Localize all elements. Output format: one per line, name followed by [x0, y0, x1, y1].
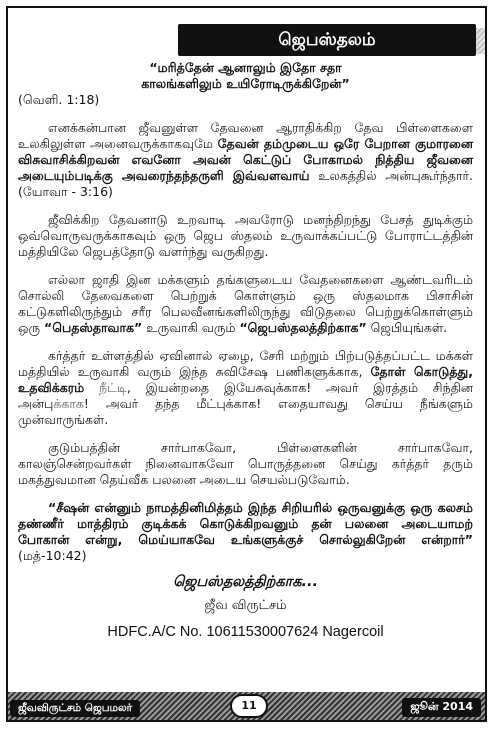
article-body: [18, 60, 473, 640]
paragraph-ministry-mid: , இயன்றதை இயேசுவுக்காக! அவர் இரத்தம் சிந்தின அன்பு: [18, 380, 473, 411]
signature: ஜீவ விருட்சம்: [204, 598, 287, 613]
paragraph-ministry-end: ! அவர் தந்த மீட்புக்காக! எதையாவது செய்ய நீங்களும் முன்வாருங்கள்.: [18, 396, 473, 427]
prayer-house-highlight: “ஜெபஸ்தலத்திற்காக”: [239, 320, 367, 335]
paragraph-offering: குடும்பத்தின் சார்பாகவோ, பிள்ளைகளின் சார்பாகவோ, காலஞ்சென்றவர்கள் நினைவாகவோ பொருத்தனை செய்து கர்த்தர் தரும் மகத்துவமான தெய்வீக பலனை அடைய செயல்படுவோம்.: [18, 440, 473, 487]
paragraph-love-intro: எனக்கன்பான ஜீவனுள்ள தேவனை ஆராதிக்கிற தேவ பிள்ளைகளை உலகிலுள்ள அனைவருக்காகவுமே: [18, 120, 473, 151]
paragraph-bethesda-mid: உருவாகி வரும்: [142, 320, 240, 335]
paragraph-love-end: உலகத்தில் அன்புகூர்ந்தார். (யோவா - 3:16): [18, 168, 473, 199]
magazine-name: ஜீவவிருட்சம் ஜெபமலர்: [10, 700, 140, 717]
paragraph-bethesda: [18, 272, 473, 336]
verse-quote-line-1: “மரித்தேன் ஆனாலும் இதோ சதா: [149, 60, 342, 75]
bethesda-highlight: “பெதஸ்தாவாக”: [44, 320, 143, 335]
bank-account: HDFC.A/C No. 10611530007624 Nagercoil: [107, 624, 384, 640]
page-title: ஜெபஸ்தலம்: [278, 30, 376, 50]
paragraph-love-verse: தேவன் தம்முடைய ஒரே பேறான குமாரனை விசுவாசிக்கிறவன் எவனோ அவன் கெட்டுப் போகாமல் நித்திய ஜீவனை அடையும்படிக்கு அவரைந்தந்தருளி இவ்வளவாய்: [18, 136, 473, 183]
verse-quote-line-2: காலங்களிலும் உயிரோடிருக்கிறேன்”: [141, 76, 350, 91]
paragraph-ministry-text: கர்த்தர் உள்ளத்தில் ஏவினால் ஏழை, சேரி மற்றும் பிற்படுத்தப்பட்ட மக்கள் மத்தியில் உருவாகி வரும் இந்த சுவிசேஷ பணிகளுக்காக,: [18, 348, 473, 379]
paragraph-prayer-house: ஜீவிக்கிற தேவனாடு உறவாடி அவரோடு மனந்திறந்து பேசத் துடிக்கும் ஒவ்வொருவருக்காகவும் ஒரு ஜெப ஸ்தலம் உருவாக்கப்பட்டு போராட்டத்தின் மத்தியிலே ஜெபத்தோடு வளர்ந்து வருகிறது.: [18, 212, 473, 259]
paragraph-bethesda-text: எல்லா ஜாதி இன மக்களும் தங்களுடைய வேதனைகளை ஆண்டவரிடம் சொல்லி தேவைகளை பெற்றுக் கொள்ளும் ஒரு ஸ்தலமாக பிசாசின் கட்டுகளிலிருந்தும் சரீர பெலவீனங்களிலிருந்து விடுதலை பெற்றுக்கொள்ளும் ஒரு: [18, 272, 473, 335]
magazine-page: [6, 6, 487, 722]
verse-matthew-text: “சீஷன் என்னும் நாமத்தினிமித்தம் இந்த சிறியரில் ஒருவனுக்கு ஒரு கலசம் தண்ணீர் மாத்திரம் குடிக்கக் கொடுக்கிறவனும் தன் பலனை அடையாமற் போகான் என்று, மெய்யாகவே உங்களுக்குச் சொல்லுகிறேன் என்றார்”: [18, 500, 473, 547]
page-footer: [8, 692, 485, 720]
issue-date: ஜூன் 2014: [402, 698, 481, 717]
paragraph-bethesda-end: ஜெபியுங்கள்.: [366, 320, 448, 335]
verse-reference: (வெளி. 1:18): [18, 92, 100, 107]
extend-word: நீட்டி: [84, 380, 127, 395]
page-number: 11: [230, 694, 268, 718]
paragraph-love: [18, 120, 473, 200]
support-highlight: தோள் கொடுத்து, உதவிக்கரம்: [18, 364, 473, 395]
paragraph-ministry: [18, 348, 473, 428]
verse-matthew: [18, 500, 473, 564]
closing-line: ஜெபஸ்தலத்திற்காக...: [172, 574, 319, 590]
for-word: க்காக: [53, 396, 84, 411]
verse-matthew-ref: (மத்-10:42): [18, 548, 87, 563]
